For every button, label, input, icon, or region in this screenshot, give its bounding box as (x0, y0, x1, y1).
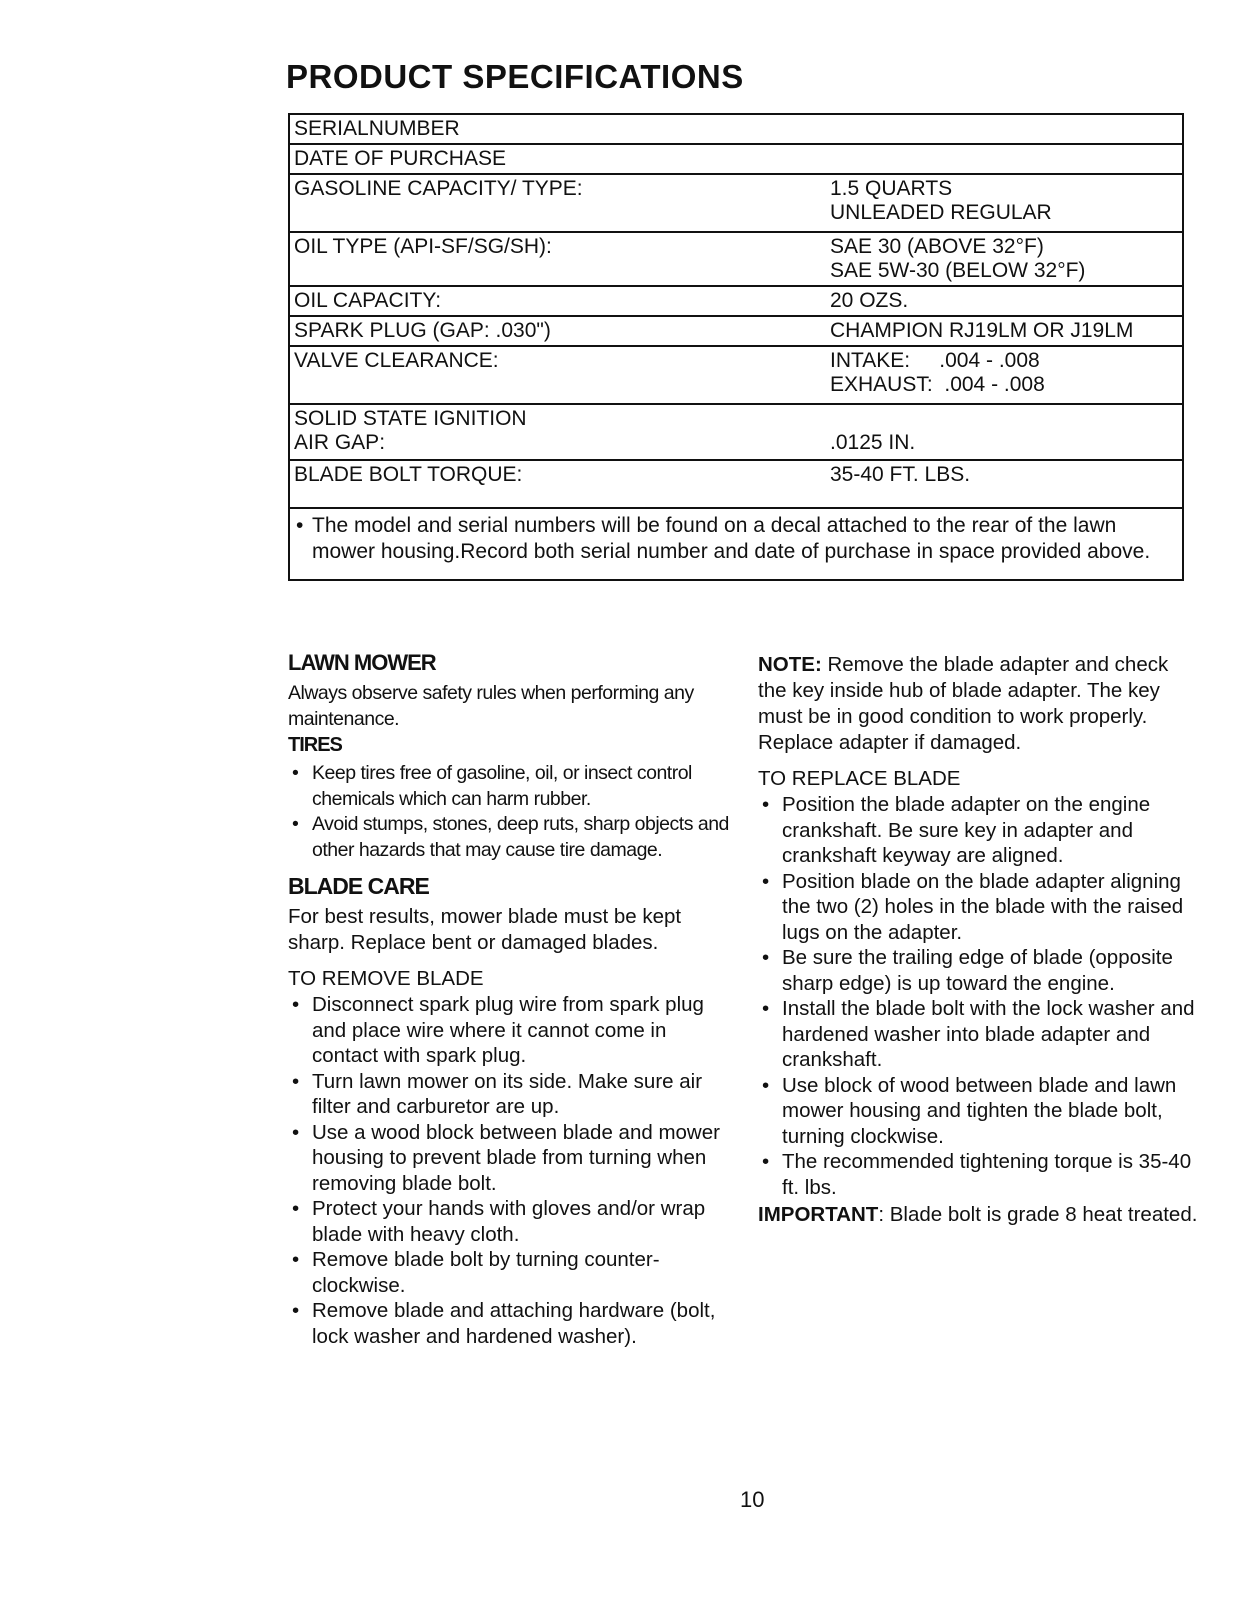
list-item-text: Protect your hands with gloves and/or wrap blade with heavy cloth. (312, 1197, 706, 1246)
bullet-dot: • (292, 1120, 300, 1144)
note-label: NOTE: (758, 653, 822, 676)
page-title: PRODUCT SPECIFICATIONS (286, 58, 744, 95)
spec-value-line: 1.5 QUARTS (830, 177, 953, 200)
important-paragraph (758, 1202, 1198, 1228)
spec-table (288, 113, 1184, 581)
list-item-text: Avoid stumps, stones, deep ruts, sharp objects and other hazards that may cause tire damage. (312, 813, 729, 861)
spec-value (830, 317, 1182, 345)
list-item (288, 1298, 738, 1349)
bullet-dot: • (292, 762, 299, 784)
list-item-text: Disconnect spark plug wire from spark plug and place wire where it cannot come in contact with spark plug. (312, 993, 704, 1067)
list-item (758, 996, 1198, 1073)
list-item-text: Remove blade bolt by turning counter-clockwise. (312, 1248, 660, 1297)
bullet-dot: • (296, 514, 304, 537)
list-item (288, 992, 738, 1069)
spec-row-oil-type (290, 233, 1182, 287)
spec-label: VALVE CLEARANCE: (294, 349, 499, 372)
list-item-text: Remove blade and attaching hardware (bolt, lock washer and hardened washer). (312, 1299, 716, 1348)
spec-label (290, 405, 830, 459)
bullet-dot: • (762, 1073, 770, 1097)
spec-row-oil-capacity (290, 287, 1182, 317)
spec-value (830, 115, 1182, 143)
list-item-text: Be sure the trailing edge of blade (opposite sharp edge) is up toward the engine. (782, 946, 1173, 995)
spec-value-line: 20 OZS. (830, 289, 909, 312)
spec-label-line: AIR GAP: (294, 431, 386, 454)
spec-note-text: The model and serial numbers will be found on a decal attached to the rear of the lawn mower housing.Record both serial number and date of purchase in space provided above. (312, 514, 1151, 563)
bullet-dot: • (762, 997, 770, 1020)
spec-value-line: INTAKE: .004 - .008 (830, 349, 1040, 372)
right-column (758, 652, 1198, 1228)
spec-label: SERIALNUMBER (294, 117, 460, 140)
spec-note (290, 509, 1182, 579)
spec-value-line: UNLEADED REGULAR (830, 201, 1052, 224)
note-text: Remove the blade adapter and check the key inside hub of blade adapter. The key must be in good condition to work properly. Replace adapter if damaged. (758, 653, 1169, 754)
spec-row-serial (290, 115, 1182, 145)
bullet-dot: • (762, 793, 770, 816)
remove-blade-list (288, 992, 738, 1349)
bullet-dot: • (292, 993, 300, 1016)
spec-value (830, 461, 1182, 507)
list-item (758, 792, 1198, 869)
spec-value (830, 175, 1182, 231)
spec-value (830, 233, 1182, 285)
list-item (758, 1073, 1198, 1150)
spec-label: GASOLINE CAPACITY/ TYPE: (294, 177, 583, 200)
spec-row-ignition (290, 405, 1182, 461)
note-paragraph (758, 652, 1198, 756)
spec-row-valve (290, 347, 1182, 405)
list-item-text: The recommended tightening torque is 35-40 ft. lbs. (782, 1150, 1192, 1199)
spec-label: DATE OF PURCHASE (294, 147, 506, 170)
left-column (288, 650, 738, 1349)
bullet-dot: • (292, 1248, 300, 1271)
spec-row-spark-plug (290, 317, 1182, 347)
spec-value (830, 405, 1182, 459)
subheading-remove-blade: TO REMOVE BLADE (288, 967, 484, 990)
spec-row-gasoline (290, 175, 1182, 233)
list-item (288, 1247, 738, 1298)
bullet-dot: • (762, 869, 770, 893)
list-item (288, 812, 738, 863)
list-item (288, 761, 738, 812)
spec-value-line: CHAMPION RJ19LM OR J19LM (830, 319, 1134, 342)
spec-label: BLADE BOLT TORQUE: (294, 463, 523, 486)
subheading-tires: TIRES (288, 734, 342, 756)
list-item (758, 1149, 1198, 1200)
section-heading-blade-care: BLADE CARE (288, 873, 429, 899)
bullet-dot: • (292, 1197, 300, 1220)
spec-value-line: SAE 30 (ABOVE 32°F) (830, 235, 1044, 258)
section-heading-lawn-mower: LAWN MOWER (288, 650, 436, 675)
spec-value-line: 35-40 FT. LBS. (830, 463, 971, 486)
lawn-mower-intro: Always observe safety rules when performing any maintenance. (288, 682, 694, 730)
spec-row-date (290, 145, 1182, 175)
list-item-text: Install the blade bolt with the lock washer and hardened washer into blade adapter and crankshaft. (782, 997, 1195, 1071)
list-item (288, 1069, 738, 1120)
bullet-dot: • (292, 1069, 300, 1093)
important-label: IMPORTANT (758, 1203, 879, 1226)
spec-label: OIL TYPE (API-SF/SG/SH): (294, 235, 552, 258)
spec-value-line (830, 407, 1178, 431)
tires-list (288, 761, 738, 863)
replace-blade-list (758, 792, 1198, 1200)
list-item-text: Turn lawn mower on its side. Make sure air filter and carburetor are up. (312, 1069, 703, 1118)
list-item-text: Position the blade adapter on the engine crankshaft. Be sure key in adapter and crankshaft keyway are aligned. (782, 793, 1151, 867)
list-item (288, 1120, 738, 1197)
list-item-text: Use a wood block between blade and mower housing to prevent blade from turning when removing blade bolt. (312, 1120, 720, 1195)
spec-value-line: EXHAUST: .004 - .008 (830, 373, 1045, 396)
spec-label: OIL CAPACITY: (294, 289, 442, 312)
page-number: 10 (740, 1487, 765, 1512)
spec-value (830, 287, 1182, 315)
list-item-text: Use block of wood between blade and lawn mower housing and tighten the blade bolt, turning clockwise. (782, 1073, 1177, 1148)
bullet-dot: • (762, 946, 770, 969)
subheading-replace-blade: TO REPLACE BLADE (758, 767, 961, 790)
bullet-dot: • (762, 1150, 770, 1173)
blade-care-intro: For best results, mower blade must be kept sharp. Replace bent or damaged blades. (288, 905, 682, 954)
spec-value-line: .0125 IN. (830, 431, 916, 454)
important-text: : Blade bolt is grade 8 heat treated. (878, 1203, 1198, 1226)
list-item (288, 1196, 738, 1247)
list-item (758, 869, 1198, 946)
bullet-dot: • (292, 813, 299, 835)
spec-label-line: SOLID STATE IGNITION (294, 407, 527, 430)
spec-label: SPARK PLUG (GAP: .030") (294, 319, 551, 342)
spec-row-blade-torque (290, 461, 1182, 509)
bullet-dot: • (292, 1299, 300, 1322)
spec-value (830, 347, 1182, 403)
spec-value-line: SAE 5W-30 (BELOW 32°F) (830, 259, 1086, 282)
list-item-text: Keep tires free of gasoline, oil, or insect control chemicals which can harm rubber. (312, 762, 692, 810)
list-item-text: Position blade on the blade adapter aligning the two (2) holes in the blade with the raised lugs on the adapter. (782, 869, 1184, 944)
list-item (758, 945, 1198, 996)
spec-value (830, 145, 1182, 173)
